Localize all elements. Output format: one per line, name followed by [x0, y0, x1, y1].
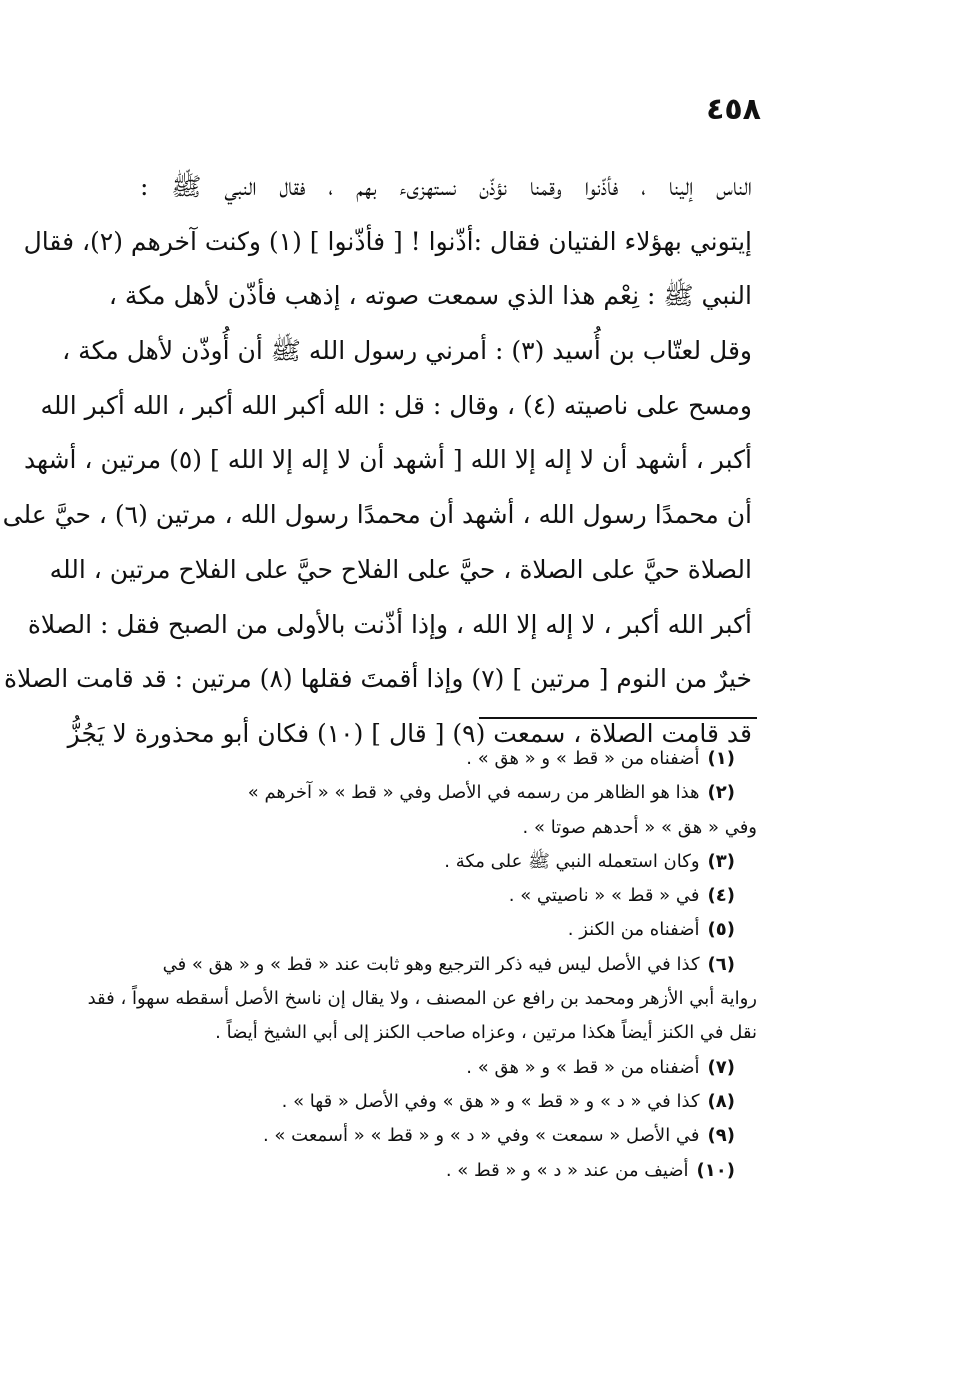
footnote-text: في « قط » « ناصيتي » . — [508, 885, 700, 907]
footnote-text: أضفناه من الكنز . — [567, 919, 700, 941]
main-text-line: أن محمدًا رسول الله ، أشهد أن محمدًا رسول الله ، مرتين (٦) ، حيَّ على — [2, 500, 752, 530]
footnote-number: (١) — [707, 748, 735, 769]
footnote-number: (٢) — [707, 782, 735, 804]
footnote-2 — [137, 776, 757, 810]
footnote-8 — [137, 1085, 757, 1119]
footnote-3 — [137, 845, 757, 879]
footnote-10 — [137, 1154, 757, 1188]
footnote-text: أضيف من عند « د » و « قط » . — [445, 1159, 689, 1181]
main-text-line: خيرٌ من النوم [ مرتين ] (٧) وإذا أقمتَ فقلها (٨) مرتين : قد قامت الصلاة — [3, 664, 752, 694]
footnote-number: (٥) — [707, 919, 735, 941]
footnote-separator — [479, 717, 757, 719]
main-text-line: قد قامت الصلاة ، سمعت (٩) [ قال ] (١٠) فكان أبو محذورة لا يَجُزُّ — [67, 718, 752, 748]
footnote-4 — [137, 879, 757, 913]
footnote-1 — [137, 742, 757, 776]
main-text-body — [2, 160, 752, 762]
main-text-line: أكبر ، أشهد أن لا إله إلا الله [ أشهد أن لا إله إلا الله ] (٥) مرتين ، أشهد — [23, 445, 752, 475]
footnote-text: كذا في الأصل ليس فيه ذكر الترجيع وهو ثابت عند « قط » و « هق » في — [162, 953, 700, 975]
main-text-line: الناس إلينا ، فأذّنوا وقمنا نؤذّن نستهزىء بهم ، فقال النبي ﷺ : — [140, 172, 752, 201]
main-text-line: النبي ﷺ : نِعْم هذا الذي سمعت صوته ، إذهب فأذّن لأهل مكة ، — [108, 281, 752, 311]
footnote-number: (٣) — [707, 850, 735, 872]
footnote-number: (٧) — [707, 1056, 735, 1078]
footnote-number: (٩) — [707, 1125, 735, 1147]
main-text-line: الصلاة حيَّ على الصلاة ، حيَّ على الفلاح حيَّ على الفلاح مرتين ، الله — [49, 554, 752, 584]
main-text-line: إيتوني بهؤلاء الفتيان فقال :أذّنوا ! [ فأذّنوا ] (١) وكنت آخرهم (٢)، فقال — [23, 226, 752, 256]
footnote-text: في الأصل « سمعت » وفي « د » و « قط » « أسمعت » . — [262, 1125, 700, 1147]
footnote-7 — [137, 1051, 757, 1085]
main-text-line: ومسح على ناصيته (٤) ، وقال : قل : الله أكبر الله أكبر ، الله أكبر الله — [40, 390, 752, 420]
page-number: ٤٥٨ — [706, 92, 761, 127]
footnote-6-continuation — [137, 1016, 757, 1050]
footnote-number: (٦) — [707, 953, 735, 975]
footnote-text: رواية أبي الأزهر ومحمد بن رافع عن المصنف ، ولا يقال إن ناسخ الأصل أسقطه سهواً ، فقد — [87, 988, 757, 1010]
footnote-9 — [137, 1119, 757, 1153]
footnote-number: (١٠) — [696, 1159, 735, 1181]
main-text-line: أكبر الله أكبر ، لا إله إلا الله ، وإذا أذّنت بالأولى من الصبح فقل : الصلاة — [27, 609, 752, 639]
footnotes-section — [87, 742, 757, 1188]
footnote-text: نقل في الكنز أيضاً هكذا مرتين ، وعزاه صاحب الكنز إلى أبي الشيخ أيضاً . — [215, 1022, 757, 1044]
footnote-text: وكان استعمله النبي ﷺ على مكة . — [444, 850, 700, 872]
footnote-text: أضفناه من « قط » و « هق » . — [466, 748, 700, 769]
footnote-6 — [137, 948, 757, 982]
main-text-line: وقل لعتّاب بن أُسيد (٣) : أمرني رسول الله ﷺ أن أُوذّن لأهل مكة ، — [62, 336, 752, 366]
footnote-6-continuation — [87, 982, 757, 1016]
footnote-number: (٤) — [707, 885, 735, 907]
footnote-2-continuation — [137, 811, 757, 845]
footnote-5 — [137, 913, 757, 947]
footnote-text: أضفناه من « قط » و « هق » . — [466, 1056, 700, 1078]
footnote-text: هذا هو الظاهر من رسمه في الأصل وفي « قط » « آخرهم » — [247, 782, 700, 804]
footnote-text: وفي « هق » « أحدهم صوتا » . — [522, 816, 757, 838]
footnote-number: (٨) — [707, 1090, 735, 1112]
footnote-text: كذا في « د » و « قط » و « هق » وفي الأصل « قها » . — [281, 1090, 700, 1112]
